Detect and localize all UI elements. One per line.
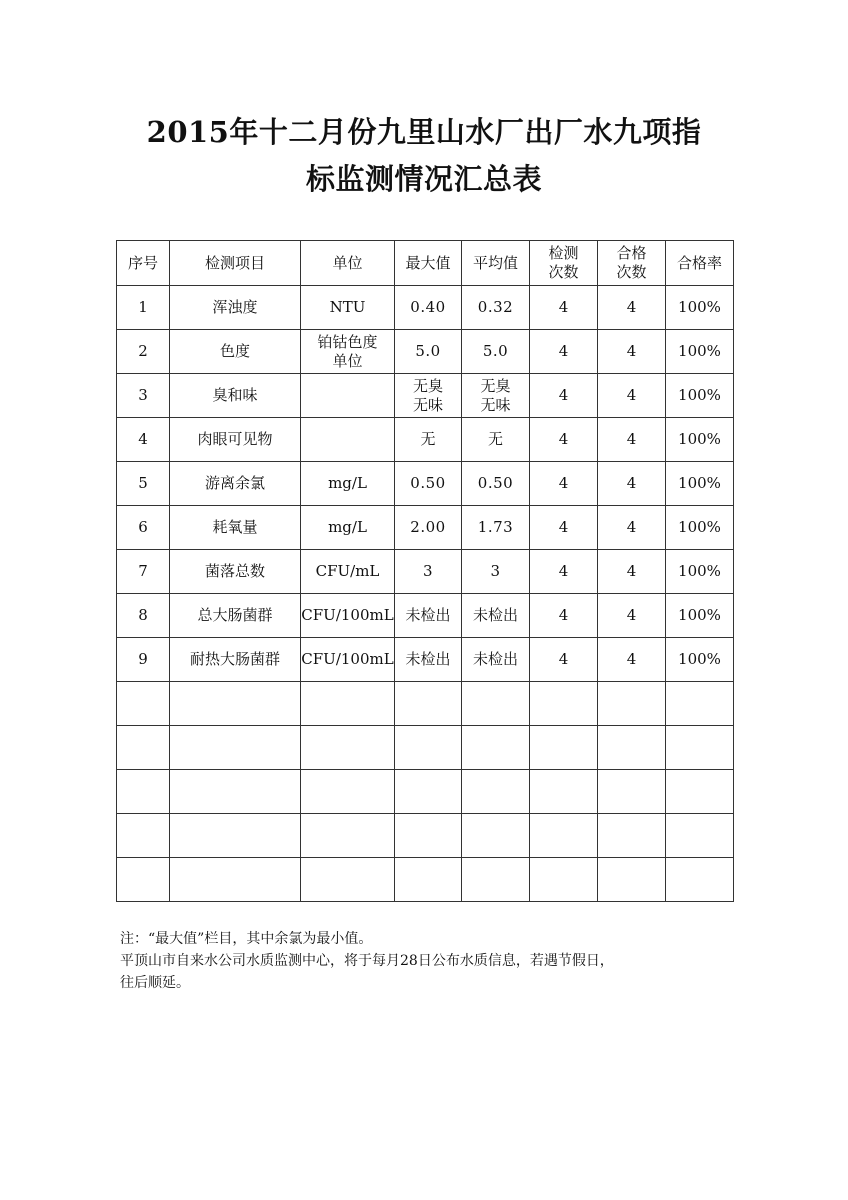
cell-item: 臭和味 (170, 374, 301, 418)
cell-unit (301, 330, 395, 374)
table-header-row (117, 241, 734, 286)
header-pass-count-line-1: 合格 (616, 244, 647, 262)
cell-max: 无 (395, 418, 462, 462)
cell-test-count: 4 (530, 506, 598, 550)
note-line-2: 平顶山市自来水公司水质监测中心，将于每月28日公布水质信息，若遇节假日， (120, 953, 614, 969)
cell-pass-rate: 100% (666, 330, 734, 374)
water-quality-table (116, 240, 734, 902)
cell-unit: mg/L (301, 462, 395, 506)
cell-max: 0.40 (395, 286, 462, 330)
cell-seq: 1 (117, 286, 170, 330)
cell-pass-count: 4 (598, 462, 666, 506)
header-max: 最大值 (395, 241, 462, 286)
cell-test-count: 4 (530, 550, 598, 594)
cell-pass-rate: 100% (666, 286, 734, 330)
table-row (117, 506, 734, 550)
cell-pass-count: 4 (598, 594, 666, 638)
cell-avg: 无 (462, 418, 530, 462)
header-test-count-line-1: 检测 (548, 244, 579, 262)
cell-unit: CFU/100mL (301, 638, 395, 682)
empty-table-row (117, 682, 734, 726)
cell-pass-rate: 100% (666, 462, 734, 506)
header-pass-count (598, 241, 666, 286)
cell-item: 浑浊度 (170, 286, 301, 330)
cell-seq: 8 (117, 594, 170, 638)
cell-avg: 未检出 (462, 594, 530, 638)
cell-unit (301, 374, 395, 418)
cell-seq: 3 (117, 374, 170, 418)
header-pass-rate: 合格率 (666, 241, 734, 286)
cell-avg: 3 (462, 550, 530, 594)
cell-unit-line-2: 单位 (332, 351, 363, 370)
empty-table-row (117, 814, 734, 858)
cell-avg: 未检出 (462, 638, 530, 682)
cell-max: 3 (395, 550, 462, 594)
cell-pass-count: 4 (598, 506, 666, 550)
cell-avg: 0.50 (462, 462, 530, 506)
cell-seq: 6 (117, 506, 170, 550)
header-unit: 单位 (301, 241, 395, 286)
empty-table-row (117, 770, 734, 814)
cell-unit: mg/L (301, 506, 395, 550)
cell-item: 菌落总数 (170, 550, 301, 594)
cell-avg: 5.0 (462, 330, 530, 374)
cell-test-count: 4 (530, 286, 598, 330)
table-row (117, 286, 734, 330)
cell-test-count: 4 (530, 638, 598, 682)
cell-pass-rate: 100% (666, 638, 734, 682)
cell-max: 2.00 (395, 506, 462, 550)
header-item: 检测项目 (170, 241, 301, 286)
cell-avg: 1.73 (462, 506, 530, 550)
cell-unit: NTU (301, 286, 395, 330)
cell-seq: 2 (117, 330, 170, 374)
note-line-3: 往后顺延。 (120, 975, 190, 991)
table-row (117, 462, 734, 506)
empty-table-row (117, 858, 734, 902)
cell-item: 色度 (170, 330, 301, 374)
cell-avg (462, 374, 530, 418)
table-row (117, 594, 734, 638)
header-test-count-line-2: 次数 (548, 263, 579, 281)
cell-max: 5.0 (395, 330, 462, 374)
cell-test-count: 4 (530, 594, 598, 638)
cell-max: 未检出 (395, 594, 462, 638)
header-seq: 序号 (117, 241, 170, 286)
cell-seq: 7 (117, 550, 170, 594)
header-test-count (530, 241, 598, 286)
cell-seq: 5 (117, 462, 170, 506)
cell-unit: CFU/100mL (301, 594, 395, 638)
cell-pass-count: 4 (598, 330, 666, 374)
cell-test-count: 4 (530, 462, 598, 506)
cell-item: 总大肠菌群 (170, 594, 301, 638)
cell-avg-line-2: 无味 (480, 395, 511, 414)
cell-max-line-2: 无味 (412, 395, 443, 414)
cell-item: 肉眼可见物 (170, 418, 301, 462)
cell-item: 耗氧量 (170, 506, 301, 550)
cell-pass-rate: 100% (666, 550, 734, 594)
cell-pass-rate: 100% (666, 418, 734, 462)
table-row (117, 374, 734, 418)
document-title-line-2: 标监测情况汇总表 (305, 162, 542, 196)
note-line-1: 注：“最大值”栏目，其中余氯为最小值。 (120, 931, 373, 947)
cell-max (395, 374, 462, 418)
cell-avg-line-1: 无臭 (480, 376, 511, 395)
table-row (117, 638, 734, 682)
cell-test-count: 4 (530, 418, 598, 462)
cell-item: 游离余氯 (170, 462, 301, 506)
cell-pass-count: 4 (598, 374, 666, 418)
cell-seq: 9 (117, 638, 170, 682)
table-row (117, 418, 734, 462)
cell-avg: 0.32 (462, 286, 530, 330)
cell-test-count: 4 (530, 374, 598, 418)
cell-item: 耐热大肠菌群 (170, 638, 301, 682)
cell-pass-count: 4 (598, 638, 666, 682)
cell-seq: 4 (117, 418, 170, 462)
empty-table-row (117, 726, 734, 770)
cell-unit (301, 418, 395, 462)
cell-pass-rate: 100% (666, 374, 734, 418)
cell-pass-count: 4 (598, 550, 666, 594)
cell-pass-count: 4 (598, 418, 666, 462)
document-title-line-1: 2015年十二月份九里山水厂出厂水九项指 (146, 115, 702, 149)
header-pass-count-line-2: 次数 (616, 263, 647, 281)
cell-max-line-1: 无臭 (412, 376, 443, 395)
cell-unit: CFU/mL (301, 550, 395, 594)
table-row (117, 330, 734, 374)
notes (120, 928, 740, 994)
cell-max: 0.50 (395, 462, 462, 506)
table-row (117, 550, 734, 594)
cell-max: 未检出 (395, 638, 462, 682)
cell-test-count: 4 (530, 330, 598, 374)
cell-unit-line-1: 铂钴色度 (317, 332, 378, 351)
cell-pass-count: 4 (598, 286, 666, 330)
cell-pass-rate: 100% (666, 506, 734, 550)
header-avg: 平均值 (462, 241, 530, 286)
cell-pass-rate: 100% (666, 594, 734, 638)
